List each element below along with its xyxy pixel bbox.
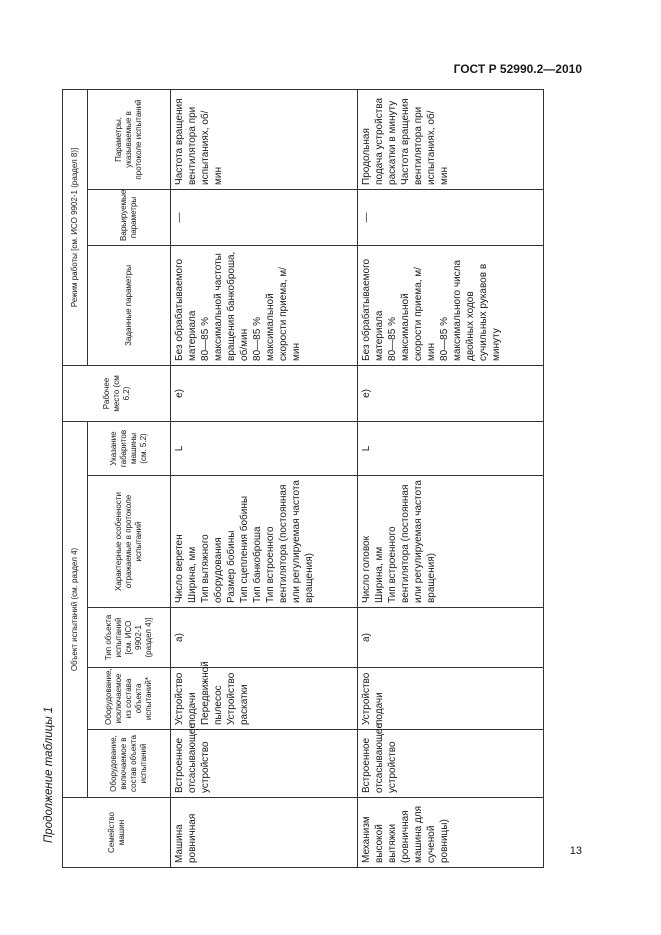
- col-header-set-params: Заданные параметры: [88, 245, 171, 365]
- col-header-dimensions: Указание габаритов машины (см. 5.2): [88, 421, 171, 475]
- cell-reported: [357, 89, 544, 189]
- cell-included: Встроенное отсасывающее устройство: [171, 730, 358, 798]
- group-header-object: Объект испытаний (см. раздел 4): [63, 421, 88, 797]
- excluded-item: Передвижной пылесос: [200, 661, 224, 725]
- set-param-item: 80—85 % максимальной скорости приема, м/мин: [252, 267, 302, 361]
- cell-workplace: е): [171, 365, 358, 421]
- col-header-included: Оборудование, включаемое в состав объекта испытаний: [88, 730, 171, 798]
- set-param-item: 80—85 % максимальной скорости приема, м/мин: [386, 267, 437, 361]
- feature-item: Тип банкоброша: [252, 526, 263, 603]
- cell-features: [357, 476, 544, 608]
- set-param-item: 80—85 % максимальной частоты вращения банкоброша, об/мин: [200, 251, 250, 361]
- feature-item: Размер бобины: [226, 530, 237, 603]
- set-param-item: 80—85 % максимального числа двойных ходов сучильных рукавов в минуту: [438, 259, 502, 361]
- cell-excluded: [171, 661, 358, 730]
- col-header-workplace: Рабочее место (см 6.2): [63, 365, 171, 421]
- set-param-item: Без обрабатываемого материала: [174, 258, 198, 361]
- cell-set-params: [171, 245, 358, 365]
- table-caption: Продолжение таблицы 1: [43, 706, 55, 843]
- cell-dimensions: L: [357, 421, 544, 475]
- cell-dimensions: L: [171, 421, 358, 475]
- excluded-item: Устройство подачи: [174, 672, 198, 725]
- group-header-mode: Режим работы [см. ИСО 9902-1 (раздел 8)]: [63, 89, 88, 365]
- cell-object-type: а): [357, 608, 544, 668]
- cell-varied: —: [171, 189, 358, 245]
- cell-included: Встроенное отсасывающее устройство: [357, 730, 544, 798]
- excluded-item: Устройство раскатки: [226, 672, 250, 725]
- cell-set-params: [357, 245, 544, 365]
- col-header-reported: Параметры, указываемые в протоколе испытаний: [88, 89, 171, 189]
- col-header-object-type: Тип объекта испытаний [см. ИСО 9902-1 (раздел 4)]: [88, 608, 171, 668]
- feature-item: Ширина, мм: [373, 546, 385, 603]
- cell-varied: —: [357, 189, 544, 245]
- col-header-features: Характерные особенности отражаемые в протоколе испытаний: [88, 476, 171, 608]
- table-row: [357, 89, 544, 867]
- feature-item: Число головок: [360, 536, 372, 603]
- reported-item: Продольная подача устройства раскатки в минуту: [360, 97, 398, 185]
- cell-reported: [171, 89, 358, 189]
- rotated-table-wrapper: [62, 90, 544, 868]
- set-param-item: Без обрабатываемого материала: [360, 258, 385, 361]
- col-header-family: Семейство машин: [63, 798, 171, 868]
- reported-item: Частота вращения вентилятора при испытаниях, об/мин: [174, 98, 224, 185]
- cell-object-type: а): [171, 608, 358, 668]
- feature-item: Тип вытяжного оборудования: [200, 534, 224, 603]
- page-number: 13: [569, 845, 582, 857]
- table-row: [171, 89, 358, 867]
- excluded-item: Устройство подачи: [360, 672, 385, 725]
- feature-item: Ширина, мм: [187, 546, 198, 603]
- cell-features: [171, 476, 358, 608]
- machine-test-table: [62, 89, 544, 868]
- col-header-excluded: Оборудование, исключаемое из состава объекта испытаний*: [88, 668, 171, 730]
- cell-workplace: е): [357, 365, 544, 421]
- reported-item: Частота вращения вентилятора при испытаниях, об/мин: [399, 98, 450, 185]
- cell-family: Механизм высокой вытяжки (ровничная машина для сученой ровницы): [357, 798, 544, 868]
- feature-item: Тип встроенного вентилятора (постоянная или регулируемая частота вращения): [265, 480, 315, 603]
- cell-excluded: [357, 668, 544, 730]
- feature-item: Тип сцепления бобины: [239, 495, 250, 603]
- standard-code: ГОСТ Р 52990.2—2010: [453, 62, 582, 76]
- feature-item: Тип встроенного вентилятора (постоянная или регулируемая частота вращения): [386, 480, 437, 603]
- col-header-varied: Варьируемые параметры: [88, 189, 171, 245]
- feature-item: Число веретен: [174, 534, 185, 603]
- cell-family: Машина ровничная: [171, 798, 358, 868]
